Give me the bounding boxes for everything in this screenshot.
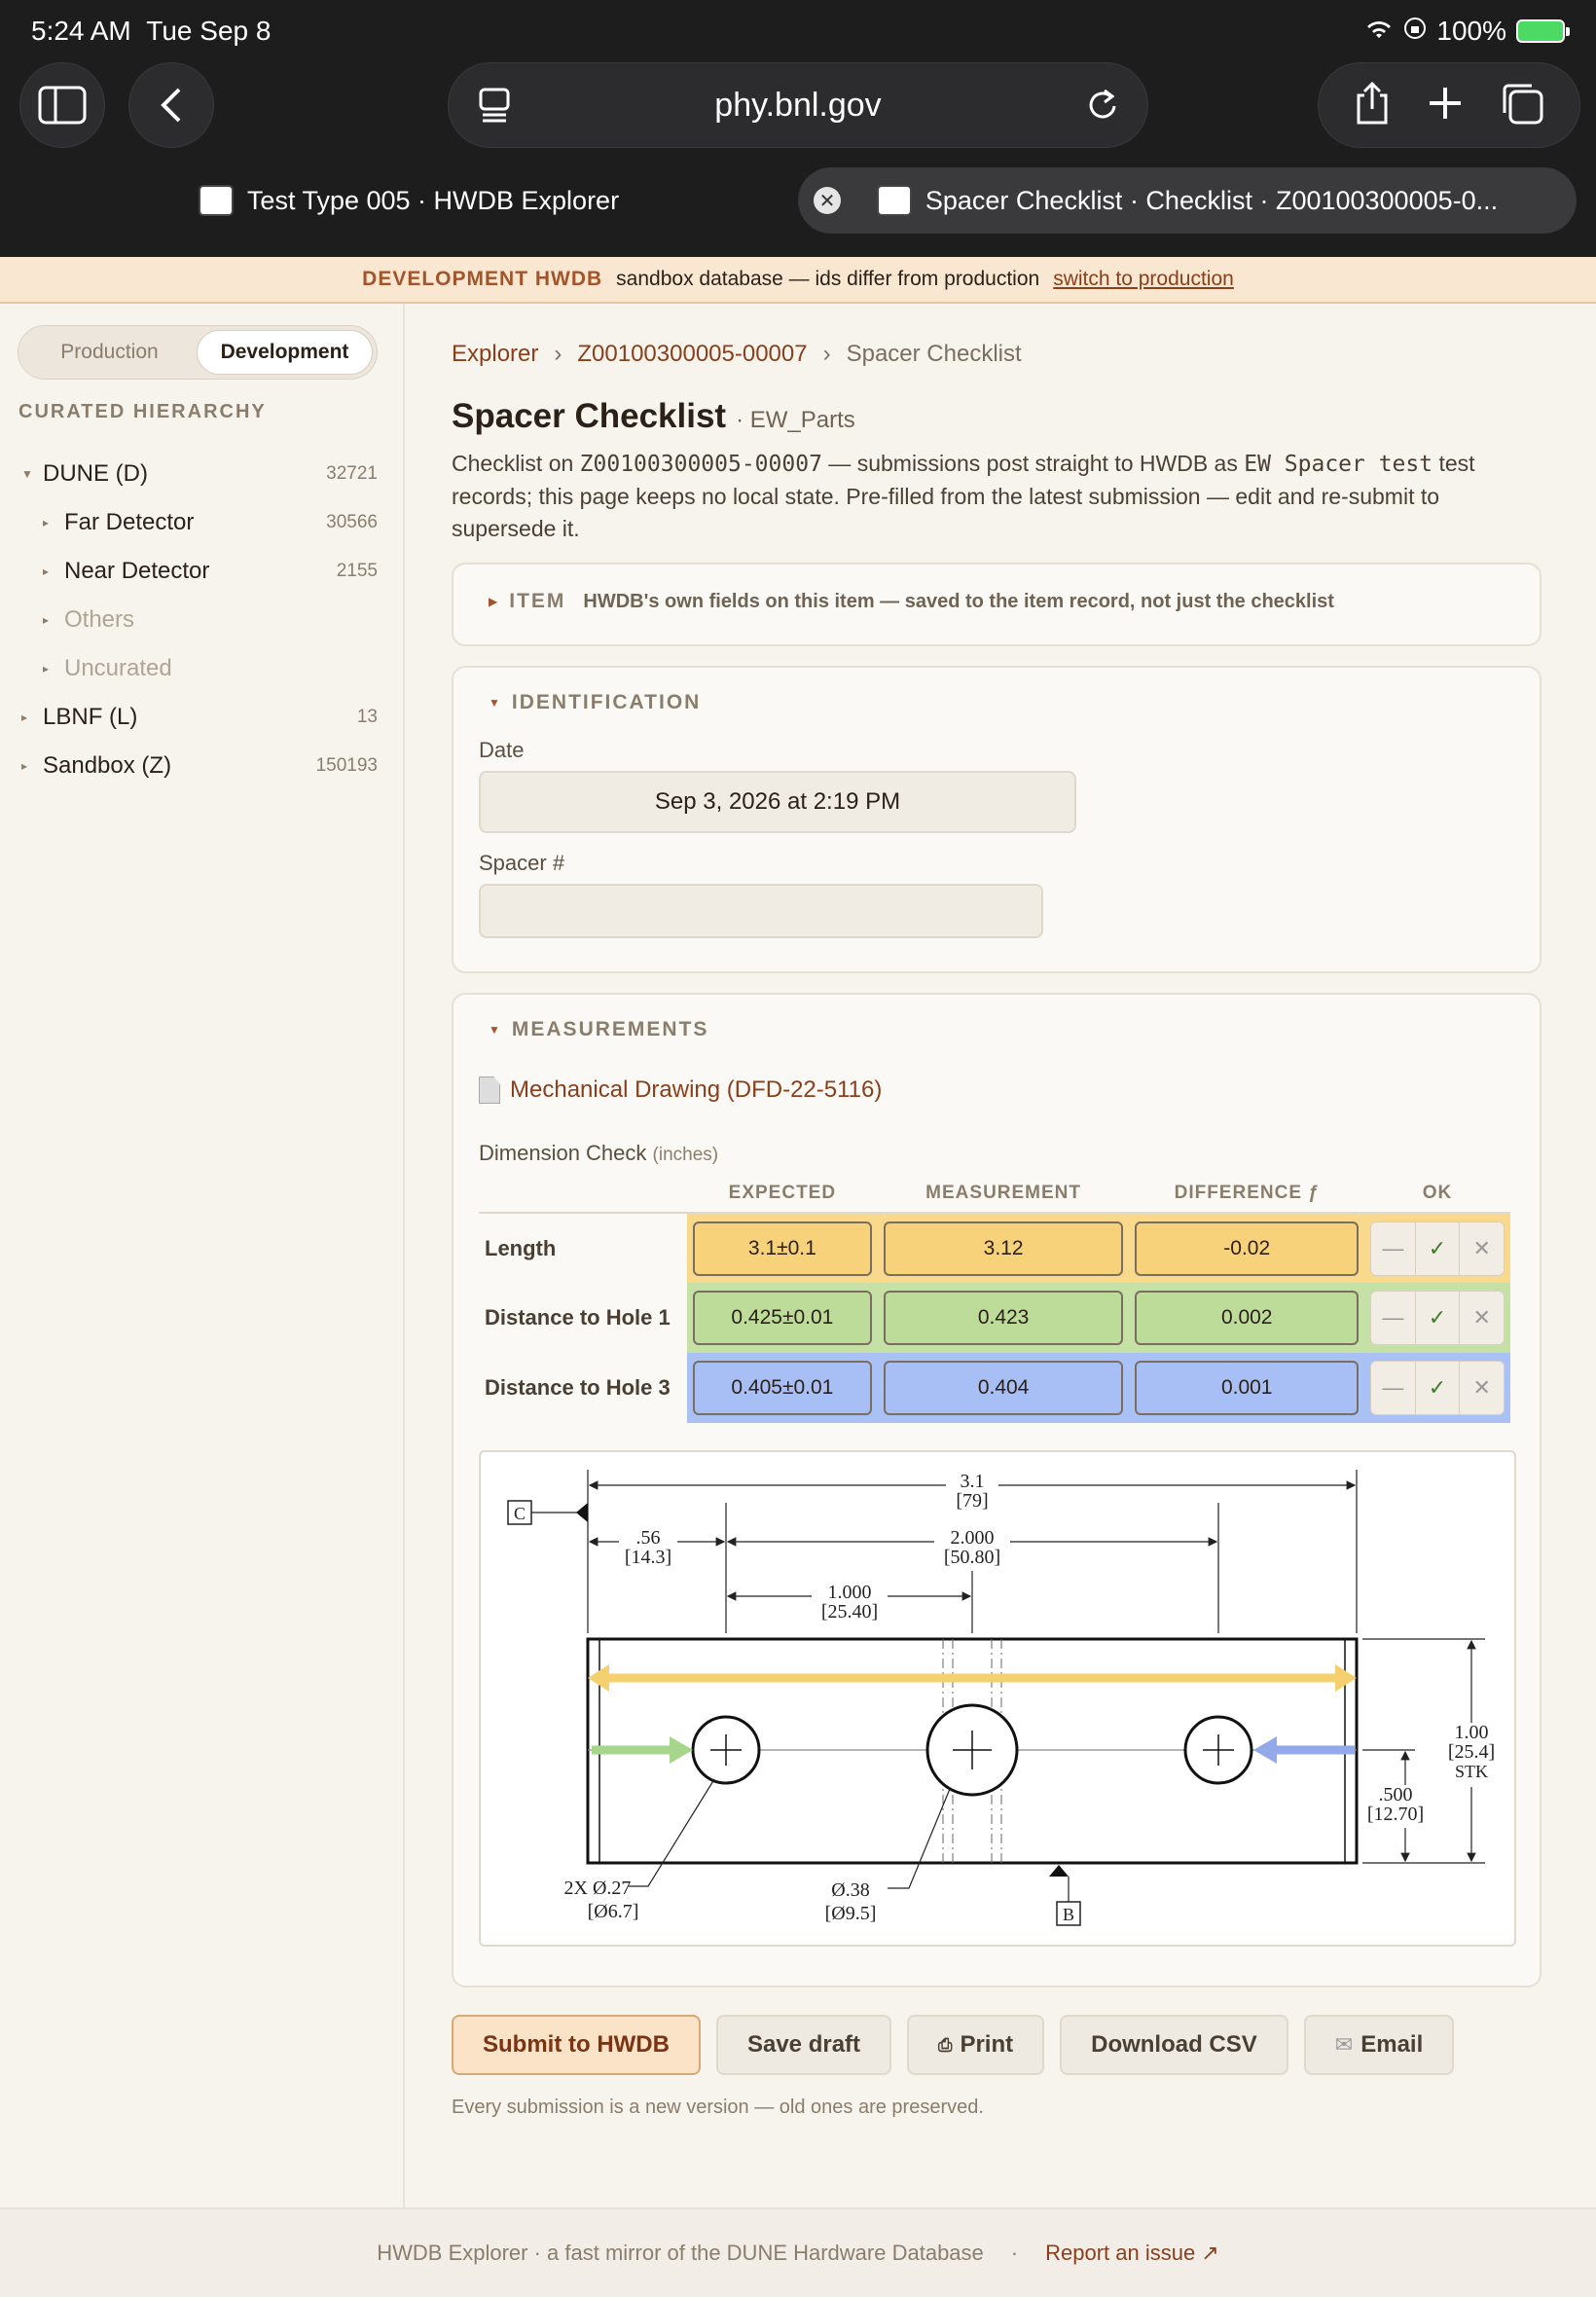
item-section-label: ITEM: [509, 590, 566, 612]
print-button[interactable]: ⎙ Print: [907, 2015, 1044, 2075]
col-expected: EXPECTED: [687, 1174, 878, 1213]
tree-item-label: Uncurated: [64, 655, 172, 681]
caret-right-icon: ▸: [43, 516, 50, 529]
measurement-input[interactable]: 0.423: [884, 1291, 1124, 1345]
back-button[interactable]: [128, 62, 214, 148]
expected-cell: 0.405±0.01: [693, 1361, 872, 1415]
tree-item-label: Others: [64, 606, 135, 633]
reload-icon[interactable]: [1085, 85, 1120, 132]
page-subtitle: · EW_Parts: [736, 407, 855, 433]
save-draft-button[interactable]: Save draft: [716, 2015, 891, 2075]
table-row: [479, 1283, 1510, 1353]
browser-chrome: [0, 0, 1596, 257]
tree-item-near-detector[interactable]: [0, 547, 389, 596]
wifi-icon: [1364, 16, 1394, 47]
mechanical-drawing-link[interactable]: Mechanical Drawing (DFD-22-5116): [479, 1076, 882, 1104]
measurements-section: [452, 993, 1542, 1987]
breadcrumb: Explorer › Z00100300005-00007 › Spacer Checklist: [452, 341, 1022, 367]
reader-icon[interactable]: [478, 87, 511, 132]
orientation-lock-icon: [1403, 16, 1427, 47]
dim-hole-span: 2.000: [950, 1527, 995, 1549]
date-field[interactable]: Sep 3, 2026 at 2:19 PM: [479, 771, 1076, 833]
measurements-header[interactable]: ▼ MEASUREMENTS: [489, 1018, 709, 1040]
tree-item-count: 150193: [315, 755, 378, 776]
url-text: phy.bnl.gov: [714, 86, 882, 124]
footer-separator: ·: [1010, 2241, 1019, 2265]
tree-item-count: 2155: [336, 561, 378, 581]
table-row: [479, 1353, 1510, 1423]
tree-item-count: 30566: [326, 512, 378, 532]
dim-length-mm: [79]: [956, 1490, 989, 1512]
sidebar-heading: CURATED HIERARCHY: [18, 401, 267, 422]
dev-banner-tag: DEVELOPMENT HWDB: [362, 268, 603, 290]
browser-actions: [1318, 62, 1580, 148]
row-label: Distance to Hole 1: [485, 1305, 671, 1330]
status-time: 5:24 AM: [31, 16, 131, 46]
col-ok: OK: [1364, 1174, 1510, 1213]
status-date: Tue Sep 8: [146, 16, 272, 46]
favicon-icon: [199, 185, 234, 216]
ok-none-button[interactable]: —: [1371, 1362, 1416, 1414]
submission-note: Every submission is a new version — old ones are preserved.: [452, 2096, 984, 2118]
new-tab-icon[interactable]: [1426, 84, 1465, 128]
spacer-number-label: Spacer #: [479, 851, 565, 875]
email-button[interactable]: ✉ Email: [1304, 2015, 1454, 2075]
battery-percent: 100%: [1436, 16, 1506, 46]
tree-item-label: Far Detector: [64, 509, 195, 535]
difference-cell: 0.002: [1135, 1291, 1359, 1345]
tab-title: Spacer Checklist · Checklist · Z00100300005-0...: [925, 185, 1499, 215]
tree-item-label: Near Detector: [64, 558, 210, 584]
ok-pass-button[interactable]: ✓: [1416, 1362, 1461, 1414]
dim-hole-span-mm: [50.80]: [943, 1547, 1001, 1568]
ok-toggle: [1370, 1291, 1505, 1345]
sidebar: [0, 304, 405, 2207]
caret-right-icon: ▸: [21, 711, 28, 724]
tree-item-label: LBNF (L): [43, 704, 138, 730]
tree-item-uncurated[interactable]: [0, 644, 389, 693]
tab-title: Test Type 005 · HWDB Explorer: [246, 185, 620, 215]
item-section[interactable]: [452, 563, 1542, 646]
dim-half-height: .500: [1378, 1784, 1413, 1805]
battery-icon: [1516, 19, 1565, 43]
page-title: [452, 397, 855, 436]
tabs-overview-icon[interactable]: [1499, 80, 1545, 131]
item-section-desc: HWDB's own fields on this item — saved to the item record, not just the checklist: [583, 590, 1334, 612]
dim-center-mm: [25.40]: [820, 1601, 879, 1622]
dim-height-mm: [25.4]: [1447, 1741, 1496, 1763]
dimension-table: [479, 1174, 1510, 1423]
tree-item-count: 32721: [326, 463, 378, 484]
chevron-left-icon: [160, 86, 183, 125]
tree-item-label: DUNE (D): [43, 460, 148, 487]
difference-cell: 0.001: [1135, 1361, 1359, 1415]
date-label: Date: [479, 738, 525, 762]
ok-fail-button[interactable]: ✕: [1472, 1235, 1491, 1260]
tree-item-label: Sandbox (Z): [43, 752, 172, 779]
favicon-icon: [877, 185, 912, 216]
dim-hole1: .56: [635, 1527, 661, 1549]
measurement-input[interactable]: 3.12: [884, 1221, 1124, 1276]
expected-cell: 3.1±0.1: [693, 1221, 872, 1276]
envelope-icon: ✉: [1334, 2032, 1354, 2057]
download-csv-button[interactable]: Download CSV: [1060, 2015, 1288, 2075]
dim-hole1-mm: [14.3]: [624, 1547, 672, 1568]
caret-right-icon: ▶: [489, 595, 500, 608]
ok-fail-button[interactable]: ✕: [1472, 1305, 1491, 1330]
close-tab-icon[interactable]: ✕: [814, 187, 841, 214]
dim-center: 1.000: [827, 1582, 872, 1603]
expected-cell: 0.425±0.01: [693, 1291, 872, 1345]
breadcrumb-current: Spacer Checklist: [846, 341, 1022, 367]
mechanical-drawing: [479, 1450, 1516, 1947]
col-difference: DIFFERENCE ƒ: [1129, 1174, 1364, 1213]
share-icon[interactable]: [1353, 80, 1392, 131]
page-title-text: Spacer Checklist: [452, 397, 727, 435]
ok-pass-button[interactable]: ✓: [1416, 1222, 1461, 1275]
hole-callout-large: Ø.38: [831, 1879, 870, 1901]
address-bar[interactable]: [448, 62, 1148, 148]
page-description: Checklist on Z00100300005-00007 — submissions post straight to HWDB as EW Spacer test test records; this page keeps no local state. Pre-filled from the latest submission — edit and re-submit to supersede it.: [452, 451, 1475, 541]
caret-right-icon: ▸: [43, 662, 50, 675]
tree-item-dune[interactable]: [0, 450, 389, 498]
difference-cell: -0.02: [1135, 1221, 1359, 1276]
dev-banner-text: sandbox database — ids differ from production: [616, 268, 1040, 290]
sidebar-icon: [38, 86, 87, 125]
hole-callout-small-mm: [Ø6.7]: [587, 1901, 639, 1922]
measurement-input[interactable]: 0.404: [884, 1361, 1124, 1415]
stock-label: STK: [1454, 1762, 1489, 1781]
caret-down-icon: ▼: [489, 696, 502, 710]
switch-to-production-link[interactable]: switch to production: [1053, 268, 1234, 290]
item-id-code: Z00100300005-00007: [579, 452, 822, 477]
tree-item-others[interactable]: [0, 596, 389, 644]
item-section-header[interactable]: [489, 590, 1334, 613]
dim-length: 3.1: [960, 1471, 985, 1492]
breadcrumb-explorer[interactable]: Explorer: [452, 341, 539, 367]
caret-down-icon: ▼: [489, 1023, 502, 1037]
ok-none-button[interactable]: —: [1371, 1292, 1416, 1344]
tree-item-count: 13: [356, 707, 378, 727]
seg-development[interactable]: Development: [197, 330, 373, 375]
table-row: [479, 1213, 1510, 1283]
ok-fail-button[interactable]: ✕: [1472, 1375, 1491, 1400]
hole-callout-small: 2X Ø.27: [563, 1878, 632, 1899]
identification-section: [452, 666, 1542, 973]
tab-spacer-checklist[interactable]: [798, 167, 1577, 234]
ok-pass-button[interactable]: ✓: [1416, 1292, 1461, 1344]
ok-toggle: [1370, 1221, 1505, 1276]
test-type-code: EW Spacer test: [1244, 452, 1433, 477]
caret-right-icon: ▸: [43, 565, 50, 578]
ok-toggle: [1370, 1361, 1505, 1415]
tab-strip: [19, 167, 1577, 236]
dimension-check-title: Dimension Check (inches): [479, 1141, 719, 1165]
ok-none-button[interactable]: —: [1371, 1222, 1416, 1275]
datum-c: C: [513, 1504, 526, 1523]
print-icon: ⎙: [938, 2034, 953, 2055]
caret-right-icon: ▸: [43, 613, 50, 627]
row-label: Distance to Hole 3: [485, 1375, 671, 1400]
footer-text: HWDB Explorer · a fast mirror of the DUNE Hardware Database: [377, 2241, 984, 2265]
tree-item-far-detector[interactable]: [0, 498, 389, 547]
action-buttons: [452, 2015, 1454, 2075]
identification-header[interactable]: ▼ IDENTIFICATION: [489, 691, 702, 713]
footer: [0, 2207, 1596, 2297]
seg-production[interactable]: Production: [60, 341, 159, 363]
dim-half-height-mm: [12.70]: [1366, 1804, 1425, 1825]
spacer-number-field[interactable]: [479, 884, 1043, 938]
hole-callout-large-mm: [Ø9.5]: [824, 1903, 877, 1924]
tab-explorer[interactable]: [19, 167, 798, 234]
tree-item-lbnf[interactable]: [0, 693, 389, 742]
dim-height: 1.00: [1454, 1722, 1489, 1743]
datum-b: B: [1062, 1905, 1075, 1924]
dev-banner: [0, 257, 1596, 304]
submit-button[interactable]: Submit to HWDB: [452, 2015, 701, 2075]
main-content: [405, 304, 1596, 2207]
caret-down-icon: ▼: [21, 467, 33, 481]
status-bar: [31, 14, 1565, 49]
tree-item-sandbox[interactable]: [0, 742, 389, 790]
breadcrumb-item[interactable]: Z00100300005-00007: [577, 341, 808, 367]
hierarchy-tree: [0, 450, 389, 790]
report-issue-link[interactable]: Report an issue ↗: [1045, 2241, 1219, 2265]
sidebar-toggle-button[interactable]: [19, 62, 105, 148]
col-measurement: MEASUREMENT: [878, 1174, 1130, 1213]
row-label: Length: [485, 1235, 557, 1260]
db-segmented-control: [18, 325, 378, 380]
caret-right-icon: ▸: [21, 759, 28, 773]
document-icon: [479, 1076, 500, 1104]
